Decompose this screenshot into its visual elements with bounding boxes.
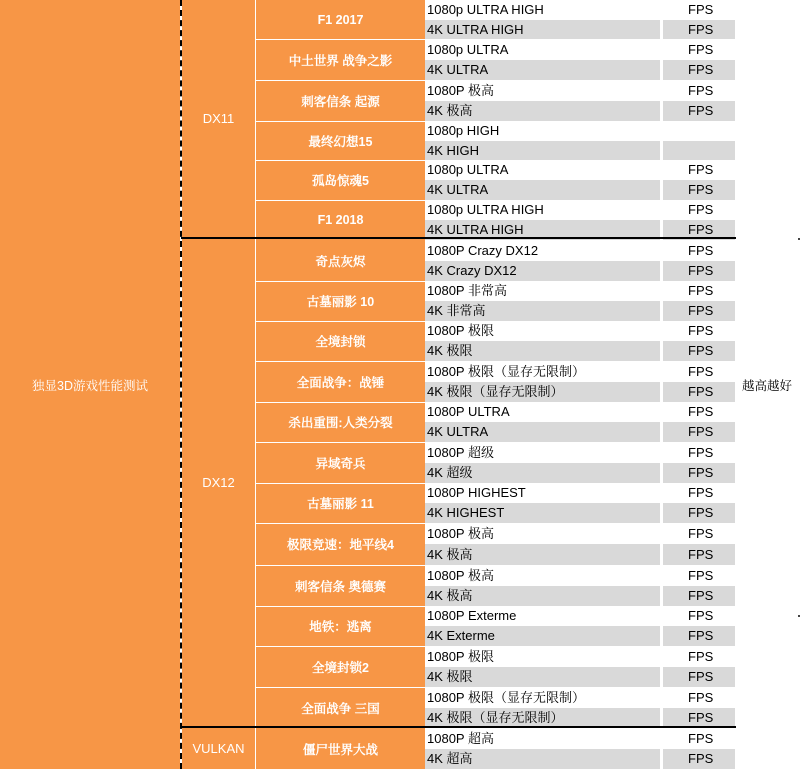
game-name: 全境封锁: [315, 335, 366, 349]
game-separator: [256, 39, 425, 40]
unit-label: FPS: [688, 465, 714, 480]
resolution-setting: 4K 极高: [427, 103, 473, 118]
game-separator: [256, 565, 425, 566]
unit-label: FPS: [688, 22, 714, 37]
resolution-setting: 1080P 极限（显存无限制）: [427, 364, 585, 379]
cell-gap: [660, 301, 663, 321]
unit-label: FPS: [688, 83, 714, 98]
game-name: 全面战争 三国: [301, 701, 380, 716]
settings-row: [425, 728, 735, 749]
game-name: 僵尸世界大战: [302, 742, 378, 757]
settings-row: [425, 565, 735, 586]
cell-gap: [660, 708, 663, 728]
settings-row: [425, 708, 735, 728]
settings-row: [425, 687, 735, 708]
settings-row: [425, 503, 735, 523]
unit-label: FPS: [688, 588, 714, 603]
settings-row: [425, 321, 735, 341]
resolution-setting: 4K ULTRA HIGH: [427, 22, 524, 37]
resolution-setting: 4K Crazy DX12: [427, 263, 517, 278]
game-separator: [256, 361, 425, 362]
api-label-vulkan: VULKAN: [192, 741, 245, 756]
settings-row: [425, 483, 735, 503]
resolution-setting: 4K 极限（显存无限制）: [427, 384, 564, 399]
unit-label: FPS: [688, 222, 714, 237]
cell-gap: [660, 261, 663, 281]
unit-label: FPS: [688, 628, 714, 643]
resolution-setting: 1080p ULTRA: [427, 162, 509, 177]
unit-label: FPS: [688, 62, 714, 77]
settings-row: [425, 463, 735, 483]
cell-gap: [660, 341, 663, 361]
resolution-setting: 4K HIGHEST: [427, 505, 505, 520]
note-higher-better: 越高越好: [742, 379, 793, 393]
resolution-setting: 1080P 极限: [427, 649, 494, 664]
cell-gap: [660, 101, 663, 121]
game-name: 地铁：逃离: [309, 620, 372, 634]
settings-row: [425, 626, 735, 646]
unit-label: FPS: [688, 485, 714, 500]
game-name-cell: [256, 200, 425, 240]
cell-gap: [660, 422, 663, 442]
resolution-setting: 1080P 超级: [427, 445, 494, 460]
game-name: 极限竞速：地平线4: [287, 538, 394, 552]
resolution-setting: 4K HIGH: [427, 143, 480, 158]
resolution-setting: 1080P HIGHEST: [427, 485, 526, 500]
settings-row: [425, 422, 735, 442]
game-name: 古墓丽影 10: [306, 295, 375, 309]
cell-gap: [660, 544, 663, 565]
unit-label: FPS: [688, 424, 714, 439]
unit-label: FPS: [688, 526, 714, 541]
settings-row: [425, 39, 735, 60]
unit-label: FPS: [688, 283, 714, 298]
api-cell-vulkan: [182, 728, 255, 769]
settings-row: [425, 341, 735, 361]
unit-label: FPS: [688, 445, 714, 460]
resolution-setting: 1080p HIGH: [427, 123, 500, 138]
game-name-cell: [256, 646, 425, 687]
resolution-setting: 4K ULTRA: [427, 62, 489, 77]
settings-row: [425, 240, 735, 261]
settings-row: [425, 141, 735, 160]
unit-label: FPS: [688, 42, 714, 57]
unit-label: FPS: [688, 384, 714, 399]
game-name: F1 2017: [317, 12, 364, 27]
settings-row: [425, 281, 735, 301]
game-name: 古墓丽影 11: [307, 497, 374, 511]
game-separator: [256, 200, 425, 201]
unit-label: FPS: [688, 547, 714, 562]
unit-label: FPS: [688, 323, 714, 338]
game-name-cell: [256, 523, 425, 565]
settings-row: [425, 402, 735, 422]
unit-label: FPS: [688, 303, 714, 318]
settings-row: [425, 382, 735, 402]
column-divider: [180, 0, 182, 769]
api-label-dx12: DX12: [202, 475, 235, 490]
game-separator: [256, 402, 425, 403]
unit-label: FPS: [688, 263, 714, 278]
settings-row: [425, 121, 735, 141]
settings-row: [425, 523, 735, 544]
game-separator: [256, 523, 425, 524]
game-separator: [256, 80, 425, 81]
test-title: 独显3D游戏性能测试: [32, 378, 148, 393]
resolution-setting: 4K 极高: [427, 547, 473, 562]
game-name-cell: [256, 402, 425, 442]
resolution-setting: 4K 超高: [427, 751, 473, 766]
cell-gap: [660, 503, 663, 523]
settings-row: [425, 0, 735, 20]
resolution-setting: 1080P Crazy DX12: [427, 243, 539, 258]
settings-row: [425, 261, 735, 281]
resolution-setting: 4K Exterme: [427, 628, 495, 643]
game-separator: [256, 687, 425, 688]
resolution-setting: 1080P 极高: [427, 568, 494, 583]
settings-row: [425, 586, 735, 606]
resolution-setting: 4K 极限（显存无限制）: [427, 710, 564, 725]
resolution-setting: 4K ULTRA: [427, 182, 489, 197]
group-separator-dx12-vulkan: [181, 726, 736, 728]
settings-row: [425, 200, 735, 220]
cell-gap: [660, 180, 663, 200]
game-name-cell: [256, 606, 425, 646]
api-label-dx11: DX11: [202, 111, 235, 126]
api-cell-dx12: [182, 239, 255, 726]
game-name-cell: [256, 39, 425, 80]
unit-label: FPS: [688, 710, 714, 725]
cell-gap: [660, 382, 663, 402]
settings-row: [425, 101, 735, 121]
game-separator: [256, 321, 425, 322]
game-name-cell: [256, 281, 425, 321]
settings-row: [425, 646, 735, 667]
resolution-setting: 4K 极高: [427, 588, 473, 603]
game-name: 刺客信条 起源: [301, 94, 380, 109]
cell-gap: [660, 141, 663, 160]
game-name: 最终幻想15: [308, 134, 373, 149]
resolution-setting: 1080p ULTRA HIGH: [427, 2, 544, 17]
settings-row: [425, 301, 735, 321]
game-name-cell: [256, 240, 425, 281]
settings-row: [425, 606, 735, 626]
unit-label: FPS: [688, 568, 714, 583]
game-name: 孤岛惊魂5: [312, 174, 369, 188]
resolution-setting: 1080p ULTRA HIGH: [427, 202, 544, 217]
game-name-cell: [256, 321, 425, 361]
settings-row: [425, 160, 735, 180]
settings-row: [425, 60, 735, 80]
unit-label: FPS: [688, 103, 714, 118]
resolution-setting: 4K ULTRA: [427, 424, 489, 439]
resolution-setting: 1080p ULTRA: [427, 42, 509, 57]
game-name: 全境封锁2: [312, 660, 369, 675]
game-name-cell: [256, 361, 425, 402]
resolution-setting: 4K 非常高: [427, 303, 486, 318]
resolution-setting: 1080P Exterme: [427, 608, 517, 623]
game-separator: [256, 606, 425, 607]
unit-label: FPS: [688, 690, 714, 705]
unit-label: FPS: [688, 243, 714, 258]
resolution-setting: 1080P 超高: [427, 731, 494, 746]
game-name-cell: [256, 483, 425, 523]
resolution-setting: 4K 极限: [427, 669, 473, 684]
cell-gap: [660, 60, 663, 80]
game-name: 杀出重围:人类分裂: [288, 416, 393, 430]
unit-label: FPS: [688, 343, 714, 358]
cell-gap: [660, 20, 663, 39]
unit-label: FPS: [688, 2, 714, 17]
unit-label: FPS: [688, 608, 714, 623]
game-name-cell: [256, 0, 425, 39]
game-name: 中土世界 战争之影: [288, 53, 393, 68]
game-separator: [256, 121, 425, 122]
unit-label: FPS: [688, 751, 714, 766]
game-name-cell: [256, 728, 425, 769]
group-separator-dx11-dx12: [181, 237, 736, 239]
cell-gap: [660, 463, 663, 483]
resolution-setting: 4K 超级: [427, 465, 473, 480]
unit-label: FPS: [688, 364, 714, 379]
settings-row: [425, 749, 735, 769]
resolution-setting: 1080P ULTRA: [427, 404, 510, 419]
unit-label: FPS: [688, 162, 714, 177]
unit-label: FPS: [688, 649, 714, 664]
api-cell-dx11: [182, 0, 255, 237]
game-name-cell: [256, 160, 425, 200]
settings-row: [425, 180, 735, 200]
settings-row: [425, 80, 735, 101]
game-name: 全面战争：战锤: [296, 375, 385, 390]
settings-row: [425, 442, 735, 463]
game-separator: [256, 281, 425, 282]
unit-label: FPS: [688, 182, 714, 197]
game-name: 刺客信条 奥德赛: [295, 579, 386, 594]
resolution-setting: 4K 极限: [427, 343, 473, 358]
game-name-cell: [256, 121, 425, 160]
test-title-cell: [0, 0, 180, 769]
game-name: F1 2018: [317, 213, 364, 227]
settings-row: [425, 544, 735, 565]
cell-gap: [660, 749, 663, 769]
unit-label: FPS: [688, 505, 714, 520]
resolution-setting: 1080P 极高: [427, 83, 494, 98]
resolution-setting: 1080P 极限: [427, 323, 494, 338]
game-name-cell: [256, 442, 425, 483]
cell-gap: [660, 626, 663, 646]
settings-row: [425, 361, 735, 382]
game-separator: [256, 483, 425, 484]
unit-label: FPS: [688, 404, 714, 419]
unit-label: FPS: [688, 731, 714, 746]
unit-label: FPS: [688, 669, 714, 684]
resolution-setting: 1080P 极限（显存无限制）: [427, 690, 585, 705]
resolution-setting: 4K ULTRA HIGH: [427, 222, 524, 237]
game-name-cell: [256, 565, 425, 606]
game-separator: [256, 442, 425, 443]
game-name: 奇点灰烬: [315, 254, 366, 269]
cell-gap: [660, 586, 663, 606]
game-separator: [256, 646, 425, 647]
game-separator: [256, 160, 425, 161]
resolution-setting: 1080P 极高: [427, 526, 494, 541]
game-name: 异域奇兵: [315, 456, 366, 471]
settings-row: [425, 667, 735, 687]
unit-label: FPS: [688, 202, 714, 217]
game-name-cell: [256, 687, 425, 728]
resolution-setting: 1080P 非常高: [427, 283, 507, 298]
settings-row: [425, 20, 735, 39]
game-name-cell: [256, 80, 425, 121]
cell-gap: [660, 667, 663, 687]
